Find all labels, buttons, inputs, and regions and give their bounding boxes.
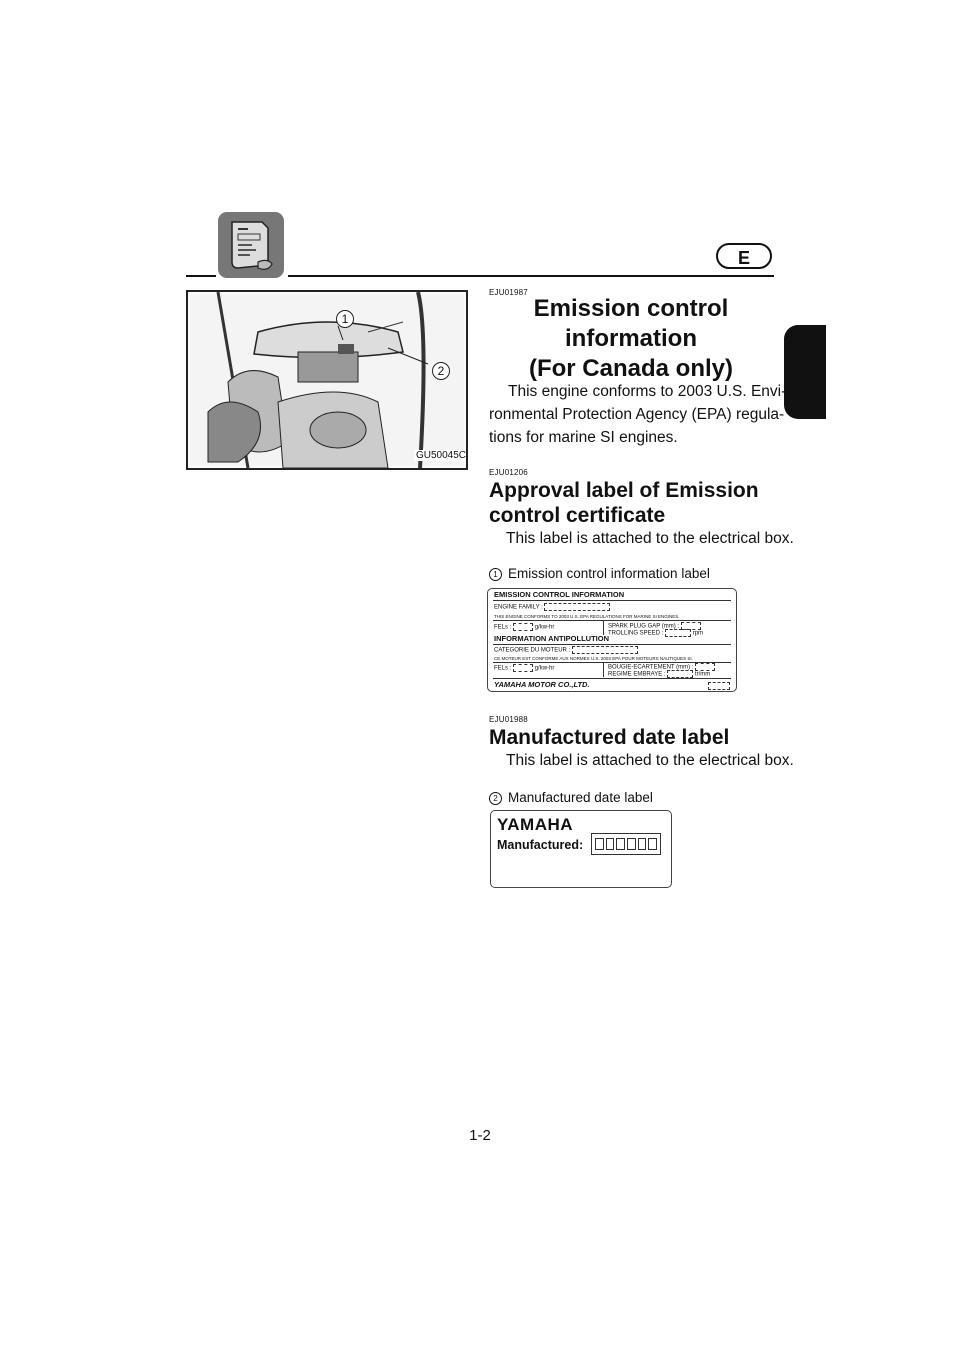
callout-2-marker: 2 <box>432 362 450 380</box>
manufactured-label: Manufactured: <box>497 838 584 852</box>
brand-logo: YAMAHA <box>497 815 574 834</box>
conform-text-fr: CE MOTEUR EST CONFORME AUX NORMES U.S. 2003 EPA POUR MOTEURS NAUTIQUES SI. <box>494 656 693 661</box>
label-heading-fr: INFORMATION ANTIPOLLUTION <box>494 634 609 643</box>
photo-caption: GU50045C <box>416 450 467 461</box>
maker-name: YAMAHA MOTOR CO.,LTD. <box>494 680 590 689</box>
date-boxes <box>591 833 661 855</box>
callout-1-marker: 1 <box>336 310 354 328</box>
chapter-tab <box>784 325 818 419</box>
section-body: This label is attached to the electrical box. <box>506 530 794 547</box>
manual-book-icon <box>218 212 284 278</box>
intro-text-line3: tions for marine SI engines. <box>489 429 678 446</box>
serial-box <box>708 682 730 690</box>
callout-text: Emission control information label <box>508 566 710 581</box>
section-body: This label is attached to the electrical box. <box>506 752 794 769</box>
section-heading: Manufactured date label <box>489 726 730 749</box>
categorie-field: CATEGORIE DU MOTEUR : <box>494 646 638 654</box>
section-code: EJU01206 <box>489 468 528 477</box>
manufactured-date-label <box>490 810 672 888</box>
figure-callout <box>489 566 710 581</box>
page-title-line2: information <box>565 325 697 352</box>
section-code: EJU01988 <box>489 715 528 724</box>
section-code: EJU01987 <box>489 288 528 297</box>
language-badge: E <box>716 243 772 269</box>
bougie-field: BOUGIE-ECARTEMENT (mm) : <box>608 663 715 671</box>
intro-text-line2: ronmental Protection Agency (EPA) regula- <box>489 406 785 423</box>
trolling-field: TROLLING SPEED : rpm <box>608 630 704 637</box>
header-rule-right <box>288 275 774 277</box>
header-rule-left <box>186 275 216 277</box>
section-heading-line1: Approval label of Emission <box>489 479 759 502</box>
fels-field-fr: FELs : g/kw-hr <box>494 665 555 672</box>
emission-control-label <box>487 588 737 692</box>
conform-text-en: THIS ENGINE CONFORMS TO 2003 U.S. EPA REGULATIONS FOR MARINE SI ENGINES. <box>494 614 680 619</box>
page-title-line1: Emission control <box>533 295 729 322</box>
callout-number: 2 <box>489 792 502 805</box>
figure-callout <box>489 790 653 805</box>
regime-field: REGIME EMBRAYE : tr/mm <box>608 671 711 678</box>
callout-text: Manufactured date label <box>508 790 653 805</box>
fels-field-en: FELs : g/kw-hr <box>494 624 555 631</box>
engine-family-field: ENGINE FAMILY : <box>494 603 610 611</box>
page-title-line3: (For Canada only) <box>528 355 733 382</box>
page-number: 1-2 <box>469 1127 491 1144</box>
section-heading-line2: control certificate <box>489 504 666 527</box>
intro-text-line1: This engine conforms to 2003 U.S. Envi- <box>508 383 787 400</box>
spark-plug-field: SPARK PLUG GAP (mm) : <box>608 622 701 630</box>
engine-compartment-illustration <box>186 290 468 470</box>
label-heading-en: EMISSION CONTROL INFORMATION <box>494 590 625 599</box>
callout-number: 1 <box>489 568 502 581</box>
